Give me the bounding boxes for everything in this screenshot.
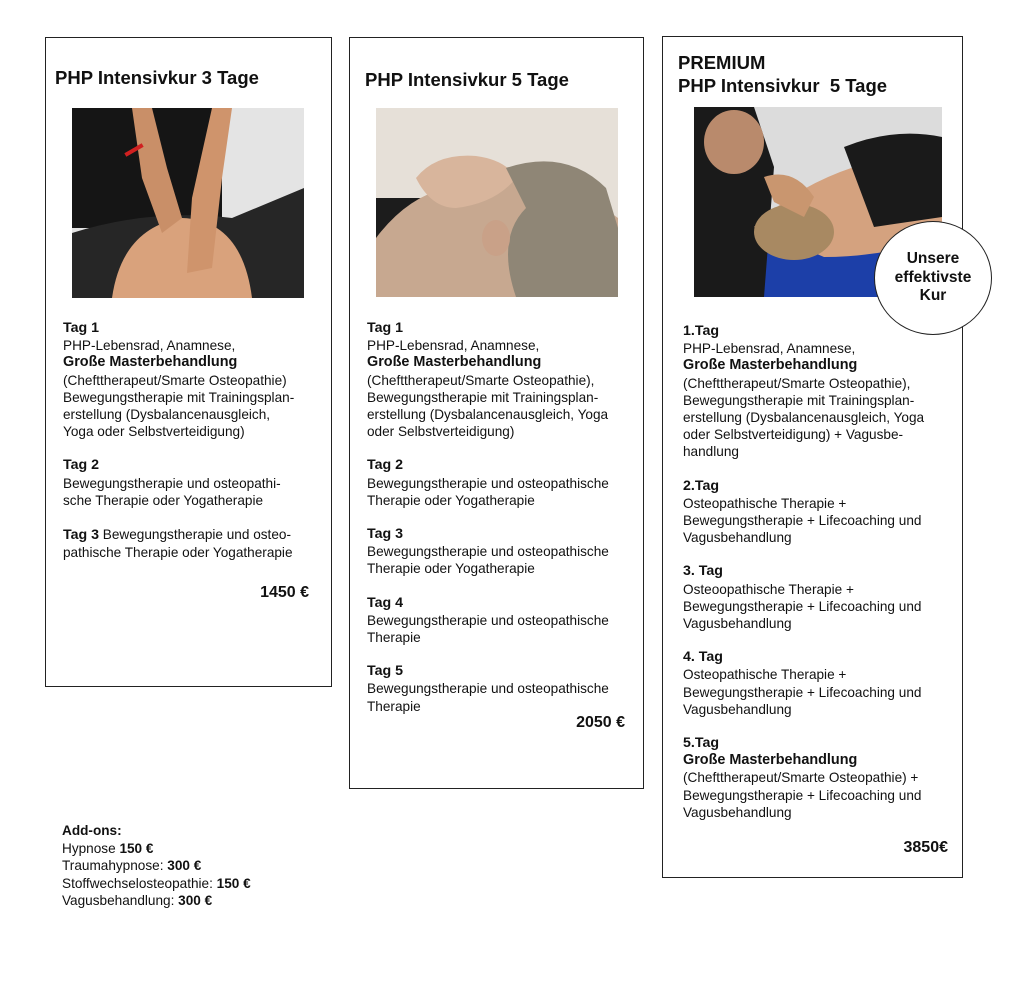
day-heading: 4. Tag (683, 649, 723, 666)
day-text: Therapie oder Yogatherapie (367, 492, 535, 508)
day-3 (367, 526, 637, 578)
day-text: (Chefttherapeut/Smarte Osteopathie), (367, 372, 595, 388)
day-text: Bewegungstherapie und osteopathische (367, 475, 609, 491)
day-heading: 5.Tag (683, 735, 720, 752)
day-text: Bewegungstherapie + Lifecoaching und (683, 684, 922, 700)
addon-price: 150 € (216, 875, 251, 891)
highlight-text: Große Masterbehandlung (683, 752, 858, 769)
day-text: Osteopathische Therapie + (683, 667, 847, 683)
day-text: erstellung (Dysbalancenausgleich, Yoga (367, 407, 609, 423)
day-2 (367, 457, 637, 509)
day-text: Therapie oder Yogatherapie (367, 561, 535, 577)
highlight-text: Große Masterbehandlung (63, 354, 238, 371)
day-2 (63, 457, 325, 509)
day-text: erstellung (Dysbalancenausgleich, Yoga (683, 410, 925, 426)
day-text: Therapie (367, 698, 421, 714)
package-title: PHP Intensivkur 5 Tage (678, 75, 888, 96)
day-heading: Tag 1 (367, 320, 404, 336)
day-4 (367, 595, 637, 647)
day-text: Osteoopathische Therapie + (683, 581, 854, 597)
addons-list (62, 822, 251, 910)
day-5 (367, 663, 637, 715)
day-text: Bewegungstherapie mit Trainingsplan- (367, 389, 599, 405)
addon-price: 300 € (167, 858, 202, 873)
day-heading: 3. Tag (683, 563, 723, 580)
addon-item (62, 857, 251, 875)
addon-name: Vagusbehandlung: (62, 893, 179, 908)
day-text: (Chefttherapeut/Smarte Osteopathie) + (683, 770, 919, 786)
day-text: PHP-Lebensrad, Anamnese, (63, 338, 236, 354)
package-title: PHP Intensivkur 3 Tage (55, 67, 259, 88)
day-heading: Tag 3 (63, 527, 100, 544)
day-heading: Tag 1 (63, 320, 100, 336)
day-text: Vagusbehandlung (683, 530, 792, 546)
day-text: Bewegungstherapie und osteo- (99, 527, 291, 543)
day-text: oder Selbstverteidigung) + Vagusbe- (683, 427, 904, 443)
day-text: oder Selbstverteidigung) (367, 424, 515, 440)
day-text: Therapie (367, 630, 421, 646)
day-text: Bewegungstherapie + Lifecoaching und (683, 787, 922, 803)
day-1 (683, 323, 953, 461)
addon-name: Hypnose (62, 840, 120, 856)
package-price: 3850€ (903, 839, 948, 856)
highlight-text: Große Masterbehandlung (367, 354, 542, 371)
day-text: Bewegungstherapie mit Trainingsplan- (683, 392, 915, 408)
day-text: PHP-Lebensrad, Anamnese, (367, 338, 540, 354)
day-text: handlung (683, 444, 739, 460)
highlight-text: Große Masterbehandlung (683, 357, 858, 374)
day-text: PHP-Lebensrad, Anamnese, (683, 341, 856, 357)
addon-item (62, 875, 251, 893)
day-text: Bewegungstherapie + Lifecoaching und (683, 513, 922, 529)
day-text: sche Therapie oder Yogatherapie (63, 492, 264, 508)
day-1 (367, 320, 637, 440)
addons-heading: Add-ons: (62, 823, 122, 838)
day-text: Vagusbehandlung (683, 804, 792, 820)
day-heading: 1.Tag (683, 323, 720, 339)
day-text: Bewegungstherapie und osteopathische (367, 612, 609, 628)
day-2 (683, 478, 953, 547)
day-heading: Tag 3 (367, 526, 404, 543)
day-text: Osteopathische Therapie + (683, 495, 847, 511)
addon-item (62, 892, 251, 910)
day-text: Bewegungstherapie und osteopathi- (63, 475, 281, 491)
head-treatment-photo (376, 108, 618, 297)
premium-label: PREMIUM (678, 52, 766, 73)
day-4 (683, 649, 953, 718)
massage-abdomen-photo (72, 108, 304, 298)
day-5 (683, 735, 953, 821)
day-heading: 2.Tag (683, 477, 720, 494)
day-heading: Tag 5 (367, 663, 404, 680)
day-text: Bewegungstherapie mit Trainingsplan- (63, 389, 295, 405)
day-heading: Tag 2 (367, 457, 404, 474)
package-days (367, 320, 637, 715)
addon-name: Traumahypnose: (62, 858, 168, 873)
day-text: pathische Therapie oder Yogatherapie (63, 545, 293, 561)
package-card-premium (662, 36, 963, 878)
day-text: (Chefttherapeut/Smarte Osteopathie), (683, 375, 911, 391)
day-heading: Tag 2 (63, 457, 100, 474)
day-3 (683, 563, 953, 632)
day-text: Yoga oder Selbstverteidigung) (63, 424, 245, 440)
badge-line: Unsere (906, 250, 960, 268)
package-card-3-tage (45, 37, 332, 687)
addon-name: Stoffwechselosteopathie: (62, 875, 217, 891)
day-1 (63, 320, 325, 440)
package-price: 1450 € (260, 584, 309, 601)
package-title: PHP Intensivkur 5 Tage (365, 69, 569, 90)
package-price: 2050 € (576, 714, 625, 731)
addon-price: 300 € (178, 893, 213, 908)
day-3 (63, 526, 325, 561)
addon-item (62, 840, 251, 858)
day-text: Vagusbehandlung (683, 701, 792, 717)
badge-line: effektivste (894, 268, 972, 286)
day-text: (Chefttherapeut/Smarte Osteopathie) (63, 372, 287, 388)
day-text: Vagusbehandlung (683, 616, 792, 632)
package-days (683, 323, 953, 821)
best-offer-badge (874, 221, 992, 335)
day-text: Bewegungstherapie und osteopathische (367, 544, 609, 560)
badge-line: Kur (919, 287, 947, 305)
day-text: Bewegungstherapie + Lifecoaching und (683, 598, 922, 614)
package-card-5-tage (349, 37, 644, 789)
day-text: Bewegungstherapie und osteopathische (367, 681, 609, 697)
day-text: erstellung (Dysbalancenausgleich, (63, 407, 271, 423)
day-heading: Tag 4 (367, 594, 404, 611)
package-days (63, 320, 325, 578)
addon-price: 150 € (119, 840, 154, 856)
